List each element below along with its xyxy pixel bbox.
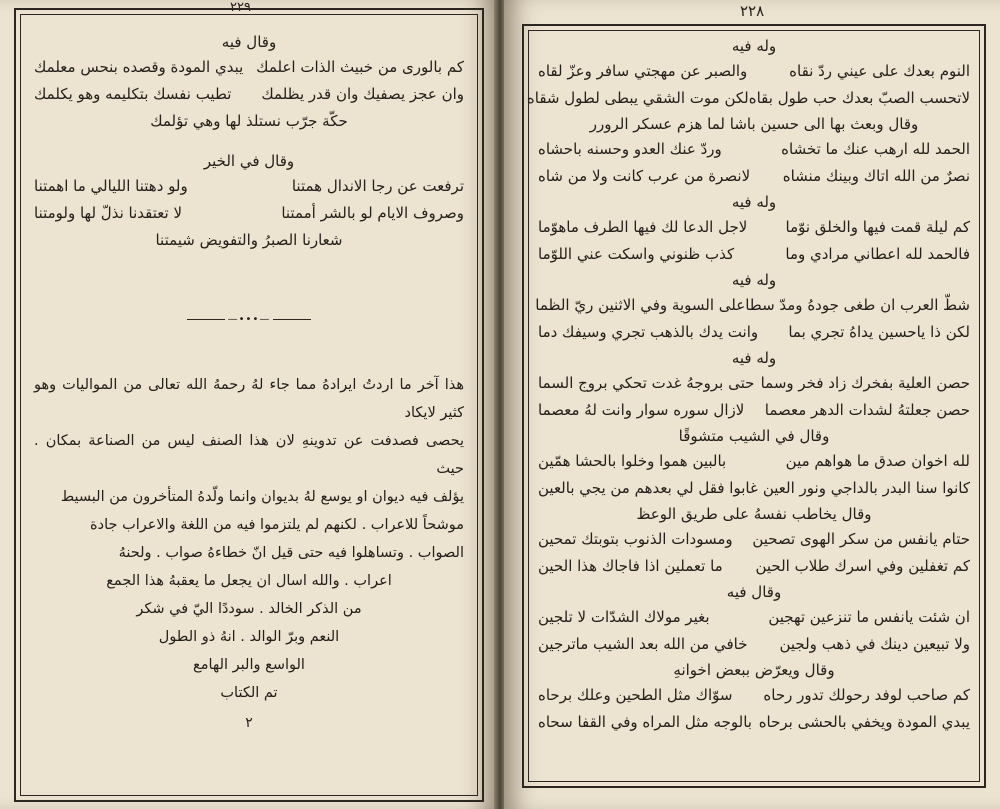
verse-first-hemistich: حصن العلية بفخرك زاد فخر وسما [760, 374, 970, 392]
verse-second-hemistich: ومسودات الذنوب بتوبتك تمحين [538, 530, 733, 548]
verse-line [34, 200, 464, 227]
prose-line: اعراب . والله اسال ان يجعل ما يعقبهُ هذا الجمع [106, 573, 392, 589]
section-heading: وله فيه [731, 349, 777, 367]
verse-second-hemistich: لا تعتقدنا نذلّ لها ولومتنا [34, 204, 182, 222]
verse-line [538, 370, 970, 397]
verse-line [538, 136, 970, 163]
verse-line [538, 682, 970, 709]
verse-second-hemistich: بالوجه مثل المراه وفي القفا سحاه [538, 713, 752, 731]
verse-first-hemistich: يبدي المودة ويخفي بالحشى برحاه [758, 713, 970, 731]
section-heading: وقال ويعرّض ببعض اخوانهِ [673, 661, 835, 679]
verse-line [538, 709, 970, 736]
verse-first-hemistich: وصروف الايام لو بالشر أممتنا [281, 204, 464, 222]
verse-second-hemistich: غابوا فقل لي بعدهم من يجي بالعين [538, 479, 758, 497]
verse-first-hemistich: لاتحسب الصبّ بعدك حب طول بقاه [748, 89, 970, 107]
prose-line: يحصى فصدفت عن تدوينهِ لان هذا الصنف ليس من الصناعة بمكان . حيث [34, 433, 464, 477]
verse-line [526, 85, 970, 112]
verse-second-hemistich: ما تعملين اذا فاجاك هذا الحين [538, 557, 723, 575]
verse-second-hemistich: ولو دهتنا الليالي ما اهمتنا [34, 177, 188, 195]
verse-line [538, 526, 970, 553]
verse-second-hemistich: على السوية وفي الاثنين ريّ الظما [535, 296, 746, 314]
verse-line [538, 241, 970, 268]
prose-line: الواسع والبر الهامع [193, 657, 305, 673]
right-page [504, 0, 1000, 809]
verse-line [538, 604, 970, 631]
section-divider [34, 314, 464, 325]
prose-line: من الذكر الخالد . سوددًا اليّ في شكر [136, 601, 362, 617]
verse-first-hemistich: ان شئت يانفس ما تنزعين تهجين [768, 608, 970, 626]
verse-line [538, 631, 970, 658]
verse-closing-line: حكّة جرّب نستلذ لها وهي تؤلمك [150, 112, 348, 130]
page-signature-mark: ٢ [245, 715, 253, 731]
verse-first-hemistich: لكن ذا ياحسين يداهُ تجري بما [788, 323, 970, 341]
section-heading: وقال في الشيب متشوقًا [678, 427, 830, 445]
verse-line [535, 292, 970, 319]
verse-first-hemistich: لله اخوان صدق ما هواهم مين [785, 452, 970, 470]
verse-first-hemistich: فالحمد لله اعطاني مرادي وما [785, 245, 970, 263]
verse-line [538, 163, 970, 190]
verse-second-hemistich: بغير مولاك الشدّات لا تلجين [538, 608, 710, 626]
verse-line [538, 475, 970, 502]
verse-second-hemistich: لاجل الدعا لك فيها الطرف ماهوّما [538, 218, 748, 236]
verse-first-hemistich: نصرٌ من الله اتاك وبينك منشاه [782, 167, 970, 185]
right-page-number: ٢٢٨ [740, 2, 765, 20]
left-page [0, 0, 496, 809]
verse-second-hemistich: حتى بروجهُ غدت تحكي بروج السما [538, 374, 755, 392]
prose-line: الصواب . وتساهلوا فيه حتى قيل انّ خطاءهُ صواب . ولحنهُ [118, 545, 464, 561]
verse-first-hemistich: الحمد لله ارهب عنك ما تخشاه [781, 140, 970, 158]
left-page-number: ٢٢٩ [230, 0, 251, 15]
verse-second-hemistich: لازال سوره سوار وانت لهُ معصما [538, 401, 745, 419]
verse-line [538, 448, 970, 475]
section-heading: وقال فيه [221, 33, 277, 51]
section-heading: وقال في الخير [203, 152, 295, 170]
prose-line: هذا آخر ما اردتُ ايرادهُ مما جاء لهُ رحمهُ الله تعالى من المواليات وهو كثير لايكاد [34, 377, 464, 421]
prose-line: النعم وبرّ الوالد . انهُ ذو الطول [158, 629, 340, 645]
verse-second-hemistich: وانت يدك بالذهب تجري وسيفك دما [538, 323, 759, 341]
section-heading: وقال يخاطب نفسهُ على طريق الوعظ [636, 505, 872, 523]
section-heading: وله فيه [731, 193, 777, 211]
prose-line: موشحاً للاعراب . لكنهم لم يلتزموا فيه من اللغة والاعراب جادة [90, 517, 464, 533]
verse-closing-line: شعارنا الصبرُ والتفويض شيمتنا [155, 231, 343, 249]
left-page-content [34, 30, 464, 745]
verse-first-hemistich: كم تغفلين وفي اسرك طلاب الحين [755, 557, 970, 575]
verse-second-hemistich: سوّاك مثل الطحين وعلك برحاه [538, 686, 733, 704]
verse-first-hemistich: شطّ العرب ان طغى جودهُ ومدّ سطا [745, 296, 970, 314]
verse-second-hemistich: والصبر عن مهجتي سافر وعزّ لقاه [538, 62, 748, 80]
verse-second-hemistich: بالبين هموا وخلوا بالحشا همّين [538, 452, 727, 470]
verse-second-hemistich: تطيب نفسك بتكليمه وهو يكلمك [34, 85, 232, 103]
verse-first-hemistich: كم صاحب لوفد رحولك تدور رحاه [763, 686, 970, 704]
verse-first-hemistich: وان عجز يصفيك وان قدر يظلمك [261, 85, 464, 103]
colophon: تم الكتاب [220, 685, 278, 701]
verse-line [538, 553, 970, 580]
verse-second-hemistich: لانصرة من عرب كانت ولا من شاه [538, 167, 751, 185]
verse-first-hemistich: كانوا سنا البدر بالداجي ونور العين [762, 479, 970, 497]
verse-line [34, 54, 464, 81]
divider-rule [273, 319, 311, 320]
verse-first-hemistich: حصن جعلتهُ لشدات الدهر معصما [764, 401, 970, 419]
verse-second-hemistich: وردّ عنك العدو وحسنه باحشاه [538, 140, 722, 158]
section-heading: وله فيه [731, 271, 777, 289]
section-heading: وقال وبعث بها الى حسين باشا لما هزم عسكر الرورر [589, 115, 919, 133]
verse-second-hemistich: كذب ظنوني واسكت عني اللوّما [538, 245, 735, 263]
prose-line: يؤلف فيه ديوان او يوسع لهُ بديوان وانما ولّدهُ المتأخرون من البسيط [60, 489, 464, 505]
section-heading: وقال فيه [726, 583, 782, 601]
verse-line [34, 173, 464, 200]
verse-line [538, 214, 970, 241]
verse-line [34, 81, 464, 108]
verse-first-hemistich: حتام يانفس من سكر الهوى تصحين [752, 530, 970, 548]
verse-first-hemistich: ترفعت عن رجا الاندال همتنا [291, 177, 464, 195]
verse-second-hemistich: لكن موت الشقي يبطى لطول شقاه [526, 89, 749, 107]
right-page-content [526, 34, 970, 736]
verse-line [538, 58, 970, 85]
divider-ornament: —•••— [227, 314, 271, 325]
divider-rule [187, 319, 225, 320]
verse-first-hemistich: ولا تبيعين دينك في ذهب ولجين [779, 635, 970, 653]
verse-second-hemistich: يبدي المودة وقصده بنحس معلمك [34, 58, 244, 76]
verse-line [538, 319, 970, 346]
verse-second-hemistich: خافي من الله بعد الشيب ماترجين [538, 635, 748, 653]
verse-first-hemistich: كم بالورى من خبيث الذات اعلمك [256, 58, 464, 76]
section-heading: وله فيه [731, 37, 777, 55]
verse-first-hemistich: النوم بعدك على عيني ردّ نقاه [789, 62, 970, 80]
verse-line [538, 397, 970, 424]
verse-first-hemistich: كم ليلة قمت فيها والخلق نوّما [785, 218, 970, 236]
